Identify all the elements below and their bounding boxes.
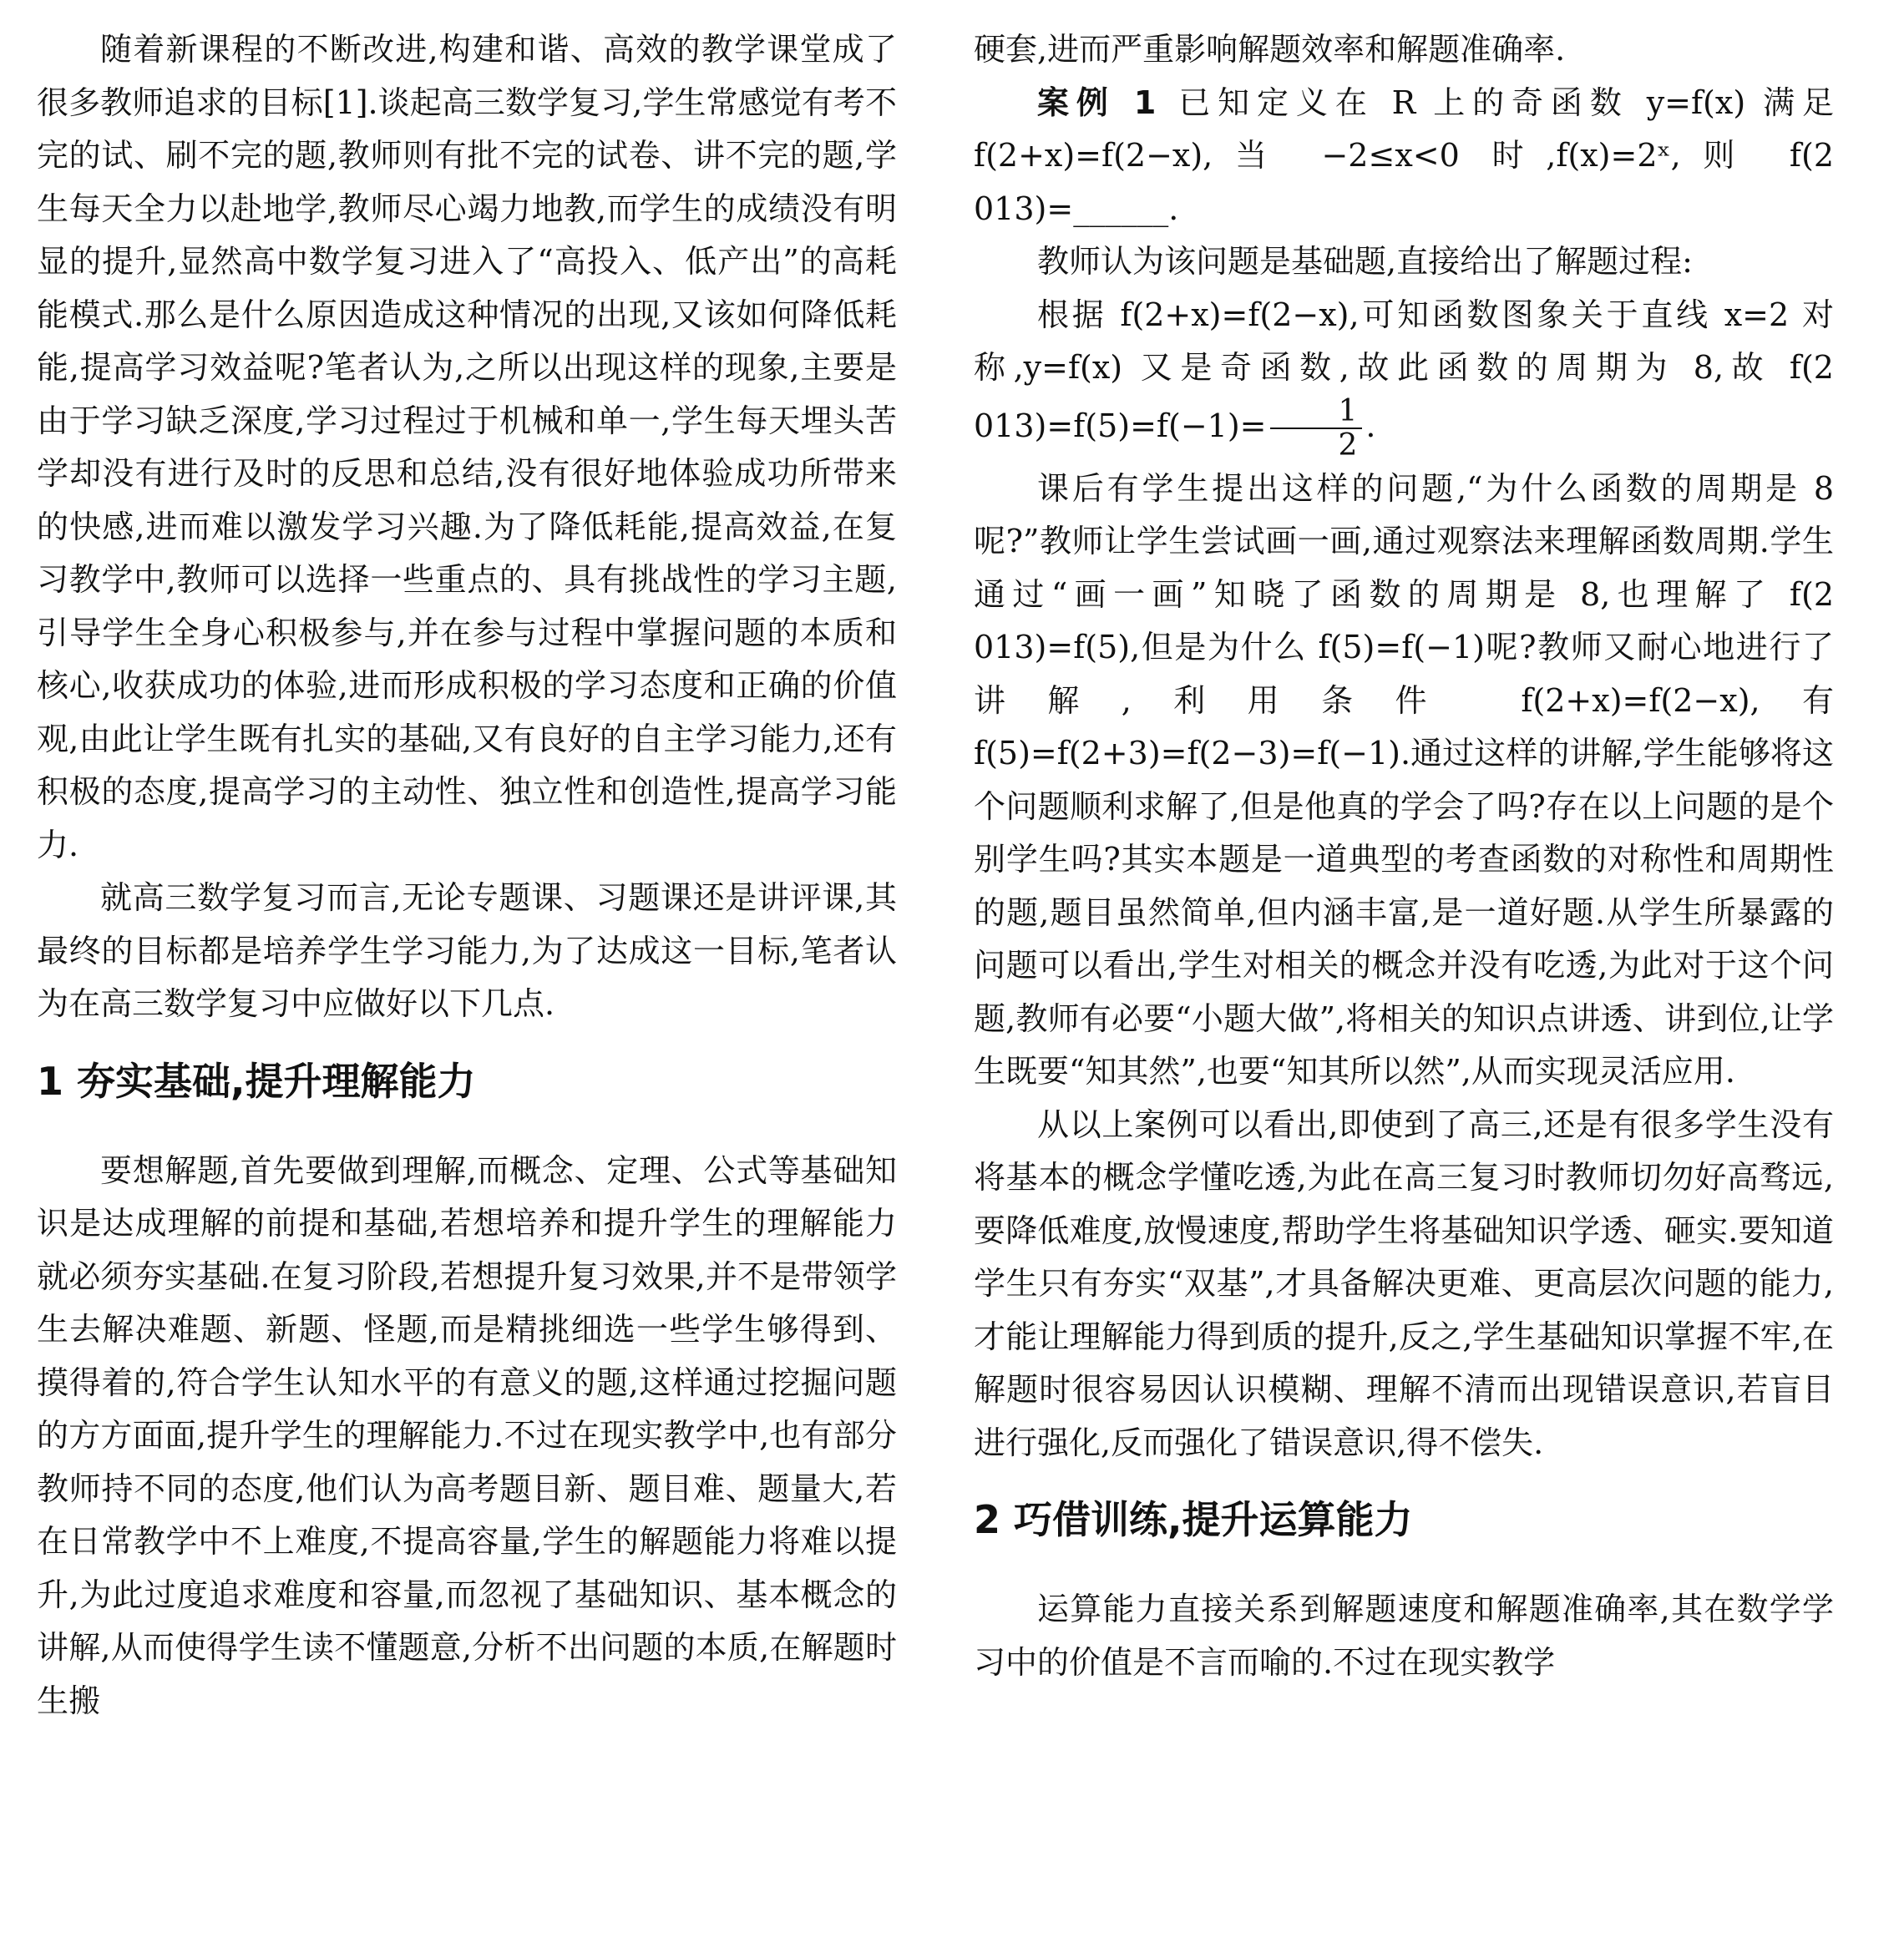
solution-end: . xyxy=(1365,407,1376,444)
fraction-numerator: 1 xyxy=(1270,395,1363,430)
case-conclusion-paragraph: 从以上案例可以看出,即使到了高三,还是有很多学生没有将基本的概念学懂吃透,为此在高三复习时教师切勿好高骛远,要降低难度,放慢速度,帮助学生将基础知识学透、砸实.要知道学生只有夯实“双基”,才具备解决更难、更高层次问题的能力,才能让理解能力得到质的提升,反之,学生基础知识掌握不牢,在解题时很容易因认识模糊、理解不清而出现错误意识,若盲目进行强化,反而强化了错误意识,得不偿失. xyxy=(974,1105,1834,1461)
teacher-paragraph: 教师认为该问题是基础题,直接给出了解题过程: xyxy=(1037,243,1693,280)
goal-paragraph: 就高三数学复习而言,无论专题课、习题课还是讲评课,其最终的目标都是培养学生学习能力,为了达成这一目标,笔者认为在高三数学复习中应做好以下几点. xyxy=(37,879,897,1022)
left-column xyxy=(37,23,897,1728)
fraction-denominator: 2 xyxy=(1338,428,1358,463)
section-heading-1: 1 夯实基础,提升理解能力 xyxy=(37,1058,476,1104)
fraction-one-half xyxy=(1270,395,1363,463)
right-column xyxy=(974,23,1834,1689)
section2-paragraph: 运算能力直接关系到解题速度和解题准确率,其在数学学习中的价值是不言而喻的.不过在现实教学 xyxy=(974,1591,1834,1681)
case-label: 案例 1 xyxy=(1037,83,1157,121)
continuation-paragraph: 硬套,进而严重影响解题效率和解题准确率. xyxy=(974,31,1566,68)
intro-paragraph: 随着新课程的不断改进,构建和谐、高效的教学课堂成了很多教师追求的目标[1].谈起高三数学复习,学生常感觉有考不完的试、刷不完的题,教师则有批不完的试卷、讲不完的题,学生每天全力以赴地学,教师尽心竭力地教,而学生的成绩没有明显的提升,显然高中数学复习进入了“高投入、低产出”的高耗能模式.那么是什么原因造成这种情况的出现,又该如何降低耗能,提高学习效益呢?笔者认为,之所以出现这样的现象,主要是由于学习缺乏深度,学习过程过于机械和单一,学生每天埋头苦学却没有进行及时的反思和总结,没有很好地体验成功所带来的快感,进而难以激发学习兴趣.为了降低耗能,提高效益,在复习教学中,教师可以选择一些重点的、具有挑战性的学习主题,引导学生全身心积极参与,并在参与过程中掌握问题的本质和核心,收获成功的体验,进而形成积极的学习态度和正确的价值观,由此让学生既有扎实的基础,又有良好的自主学习能力,还有积极的态度,提高学习的主动性、独立性和创造性,提高学习能力. xyxy=(37,31,897,863)
student-question-paragraph: 课后有学生提出这样的问题,“为什么函数的周期是 8 呢?”教师让学生尝试画一画,通过观察法来理解函数周期.学生通过“画一画”知晓了函数的周期是 8,也理解了 f(2 013)=f(5),但是为什么 f(5)=f(−1)呢?教师又耐心地进行了讲解,利用条件 f(2+x)=f(2−x),有 f(5)=f(2+3)=f(2−3)=f(−1).通过这样的讲解,学生能够将这个问题顺利求解了,但是他真的学会了吗?存在以上问题的是个别学生吗?其实本题是一道典型的考查函数的对称性和周期性的题,题目虽然简单,但内涵丰富,是一道好题.从学生所暴露的问题可以看出,学生对相关的概念并没有吃透,为此对于这个问题,教师有必要“小题大做”,将相关的知识点讲透、讲到位,让学生既要“知其然”,也要“知其所以然”,从而实现灵活应用. xyxy=(974,469,1834,1090)
section-heading-2: 2 巧借训练,提升运算能力 xyxy=(974,1497,1413,1543)
solution-paragraph xyxy=(974,289,1834,463)
case-text: 已知定义在 R 上的奇函数 y=f(x) 满足 f(2+x)=f(2−x),当 −2≤x<0 时,f(x)=2ˣ,则 f(2 013)=______. xyxy=(974,83,1835,227)
case-paragraph xyxy=(974,77,1834,236)
solution-text: 根据 f(2+x)=f(2−x),可知函数图象关于直线 x=2 对称,y=f(x) 又是奇函数,故此函数的周期为 8,故 f(2 013)=f(5)=f(−1)= xyxy=(974,296,1834,444)
section1-paragraph: 要想解题,首先要做到理解,而概念、定理、公式等基础知识是达成理解的前提和基础,若想培养和提升学生的理解能力就必须夯实基础.在复习阶段,若想提升复习效果,并不是带领学生去解决难题、新题、怪题,而是精挑细选一些学生够得到、摸得着的,符合学生认知水平的有意义的题,这样通过挖掘问题的方方面面,提升学生的理解能力.不过在现实教学中,也有部分教师持不同的态度,他们认为高考题目新、题目难、题量大,若在日常教学中不上难度,不提高容量,学生的解题能力将难以提升,为此过度追求难度和容量,而忽视了基础知识、基本概念的讲解,从而使得学生读不懂题意,分析不出问题的本质,在解题时生搬 xyxy=(37,1151,897,1719)
